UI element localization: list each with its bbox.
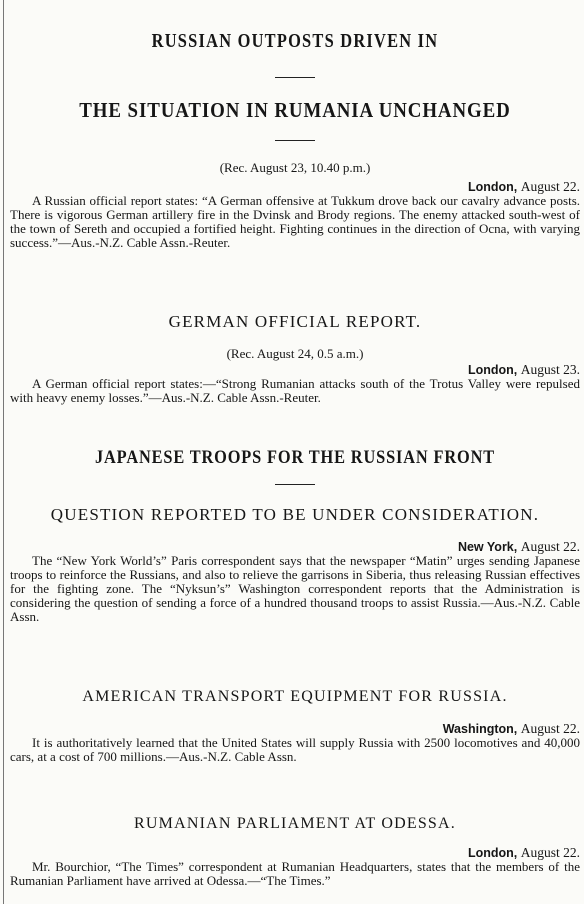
headline-rumania-unchanged: THE SITUATION IN RUMANIA UNCHANGED: [79, 98, 511, 122]
dateline-date: August 22.: [520, 721, 580, 736]
divider: [275, 77, 315, 78]
dateline-place: Washington,: [442, 722, 518, 736]
headline-russian-outposts: RUSSIAN OUTPOSTS DRIVEN IN: [151, 30, 439, 52]
article-body: Mr. Bourchior, “The Times” correspondent at Rumanian Headquarters, states that the members of the Rumanian Parliament have arrived at Odessa.—“The Times.”: [10, 859, 580, 888]
article-body: The “New York World’s” Paris correspondent says that the newspaper “Matin” urges sending Japanese troops to reinforce the Russians, and also to relieve the garrisons in Siberia, thus releasing Russian effectives for the fighting zone. The “Nyksun’s” Washington correspondent reports that the Administration is considering the question of sending a force of a hundred thousand troops to assist Russia.—Aus.-N.Z. Cable Assn.: [10, 553, 580, 624]
headline-japanese-troops: JAPANESE TROOPS FOR THE RUSSIAN FRONT: [94, 447, 495, 468]
dateline-date: August 22.: [520, 179, 580, 194]
divider: [275, 484, 315, 485]
article-body: A Russian official report states: “A German offensive at Tukkum drove back our cavalry advance posts. There is vigorous German artillery fire in the Dvinsk and Brody regions. The enemy attacked south-west of the town of Sereth and occupied a fortified height. Fighting continues in the direction of Ocna, with varying success.”—Aus.-N.Z. Cable Assn.-Reuter.: [10, 193, 580, 250]
dateline-place: London,: [467, 846, 518, 860]
dateline-date: August 22.: [520, 539, 580, 554]
headline-german-official: GERMAN OFFICIAL REPORT.: [168, 312, 422, 331]
column-border: [3, 0, 4, 904]
article-body: It is authoritatively learned that the United States will supply Russia with 2500 locomotives and 40,000 cars, at a cost of 700 millions.—Aus.-N.Z. Cable Assn.: [10, 735, 580, 764]
dateline-place: London,: [467, 180, 518, 194]
received-time: (Rec. August 24, 0.5 a.m.): [226, 346, 364, 361]
headline-under-consideration: QUESTION REPORTED TO BE UNDER CONSIDERATION.: [50, 505, 540, 524]
dateline-date: August 23.: [520, 362, 580, 377]
headline-rumanian-parliament: RUMANIAN PARLIAMENT AT ODESSA.: [134, 815, 456, 832]
dateline-place: London,: [467, 363, 518, 377]
dateline-date: August 22.: [520, 845, 580, 860]
headline-american-transport: AMERICAN TRANSPORT EQUIPMENT FOR RUSSIA.: [82, 688, 508, 705]
divider: [275, 140, 315, 141]
dateline-place: New York,: [457, 540, 518, 554]
article-body: A German official report states:—“Strong Rumanian attacks south of the Trotus Valley were repulsed with heavy enemy losses.”—Aus.-N.Z. Cable Assn.-Reuter.: [10, 376, 580, 405]
received-time: (Rec. August 23, 10.40 p.m.): [219, 160, 371, 175]
